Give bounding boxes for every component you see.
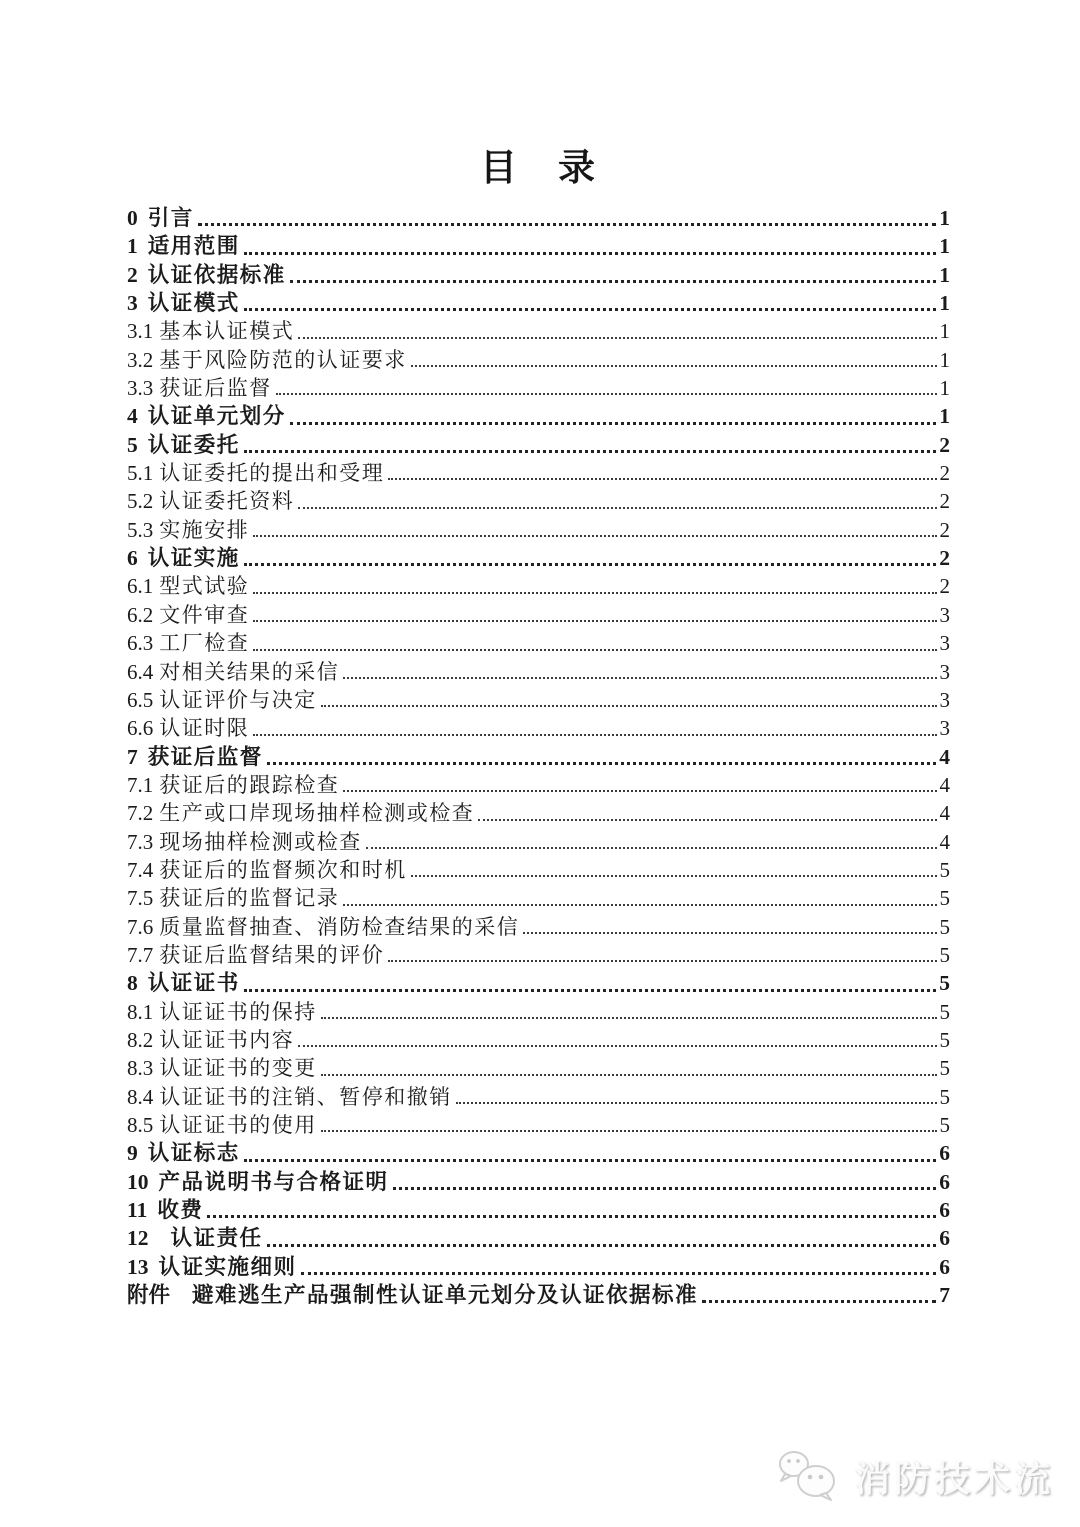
toc-entry	[127, 884, 950, 912]
toc-entry-title: 认证委托资料	[159, 489, 295, 514]
toc-entry-page: 6	[939, 1141, 950, 1166]
toc-leader-dots	[366, 847, 937, 849]
toc-leader-dots	[388, 960, 936, 962]
toc-entry-title: 基本认证模式	[159, 319, 295, 344]
toc-leader-dots	[253, 649, 936, 651]
toc-entry-page: 4	[939, 744, 950, 769]
toc-leader-dots	[244, 563, 936, 566]
toc-entry-number: 2	[127, 262, 138, 287]
toc-leader-dots	[244, 989, 936, 992]
toc-leader-dots	[207, 1215, 936, 1218]
toc-entry-number: 0	[127, 206, 138, 230]
toc-entry-number: 5.1	[127, 461, 154, 486]
toc-entry-title: 获证后的跟踪检查	[159, 772, 340, 797]
toc-entry	[127, 544, 950, 572]
toc-entry-number: 3.3	[127, 376, 154, 401]
toc-entry-page: 2	[939, 546, 950, 571]
toc-entry-page: 3	[939, 716, 950, 741]
toc-entry-title: 现场抽样检测或检查	[159, 829, 362, 854]
toc-list	[127, 204, 950, 1309]
toc-entry	[127, 346, 950, 374]
wechat-icon	[776, 1448, 842, 1504]
toc-entry	[127, 374, 950, 402]
toc-leader-dots	[298, 337, 936, 339]
toc-entry-title: 实施安排	[159, 517, 250, 542]
toc-entry-title: 避难逃生产品强制性认证单元划分及认证依据标准	[192, 1283, 699, 1308]
toc-entry-number: 附件	[127, 1283, 171, 1308]
watermark-text: 消防技术流	[853, 1457, 1054, 1499]
toc-entry-page: 4	[939, 829, 950, 854]
toc-entry-number: 6.1	[127, 574, 154, 599]
toc-entry-title: 认证证书的变更	[159, 1056, 317, 1081]
toc-leader-dots	[702, 1300, 936, 1303]
toc-entry-number: 6.5	[127, 687, 154, 712]
toc-entry-title: 认证时限	[159, 716, 250, 741]
toc-entry-number: 3	[127, 291, 138, 316]
toc-entry	[127, 572, 950, 600]
toc-entry-title: 获证后的监督记录	[159, 886, 340, 911]
toc-entry-page: 2	[939, 432, 950, 457]
toc-entry-number: 9	[127, 1141, 138, 1166]
toc-entry-number: 8.2	[127, 1027, 154, 1052]
toc-entry-page: 4	[939, 772, 950, 797]
toc-entry	[127, 1083, 950, 1111]
toc-entry-page: 6	[939, 1254, 950, 1279]
toc-entry-number: 6.4	[127, 659, 154, 684]
toc-entry-title: 认证委托的提出和受理	[159, 461, 385, 486]
toc-leader-dots	[411, 875, 937, 877]
toc-entry-title: 认证责任	[170, 1226, 263, 1251]
toc-entry-number: 4	[127, 404, 138, 429]
toc-entry-page: 2	[939, 461, 950, 486]
toc-entry-title: 对相关结果的采信	[159, 659, 340, 684]
toc-leader-dots	[244, 308, 936, 311]
toc-leader-dots	[298, 1045, 936, 1047]
toc-entry	[127, 459, 950, 487]
toc-entry-page: 5	[939, 1027, 950, 1052]
toc-entry-number: 7.7	[127, 942, 154, 967]
toc-entry-number: 5	[127, 432, 138, 457]
toc-entry-title: 认证证书的保持	[159, 999, 317, 1024]
toc-entry	[127, 629, 950, 657]
toc-entry-title: 认证证书的使用	[159, 1113, 317, 1137]
toc-leader-dots	[321, 1130, 937, 1132]
toc-entry-number: 8.4	[127, 1084, 154, 1109]
toc-entry-page: 7	[939, 1283, 950, 1308]
toc-entry-page: 4	[939, 801, 950, 826]
toc-entry-number: 11	[127, 1198, 148, 1223]
toc-entry-number: 8.3	[127, 1056, 154, 1081]
toc-entry-number: 7.5	[127, 886, 154, 911]
toc-entry-page: 5	[939, 1113, 950, 1137]
toc-entry-title: 认证实施	[147, 546, 240, 571]
toc-entry-title: 工厂检查	[159, 631, 250, 656]
toc-leader-dots	[253, 734, 936, 736]
toc-entry	[127, 743, 950, 771]
toc-entry	[127, 1281, 950, 1309]
toc-entry	[127, 913, 950, 941]
toc-entry	[127, 1111, 950, 1139]
toc-entry	[127, 232, 950, 260]
toc-entry	[127, 601, 950, 629]
toc-leader-dots	[411, 365, 937, 367]
toc-entry-page: 5	[939, 942, 950, 967]
toc-leader-dots	[244, 450, 936, 453]
toc-leader-dots	[290, 280, 936, 283]
toc-entry-title: 认证证书的注销、暂停和撤销	[159, 1084, 452, 1109]
toc-entry-title: 质量监督抽查、消防检查结果的采信	[159, 914, 520, 939]
toc-entry-page: 6	[939, 1169, 950, 1194]
toc-entry-page: 1	[939, 291, 950, 316]
toc-entry-number: 3.2	[127, 347, 154, 372]
toc-leader-dots	[301, 1272, 937, 1275]
toc-entry-number: 7.3	[127, 829, 154, 854]
toc-leader-dots	[343, 677, 936, 679]
toc-entry-number: 1	[127, 234, 138, 259]
page-title: 目 录	[480, 148, 597, 189]
toc-entry	[127, 1224, 950, 1252]
toc-entry-title: 生产或口岸现场抽样检测或检查	[159, 801, 475, 826]
toc-entry	[127, 686, 950, 714]
toc-entry-number: 3.1	[127, 319, 154, 344]
toc-entry-title: 型式试验	[159, 574, 250, 599]
toc-leader-dots	[321, 705, 937, 707]
toc-entry-number: 5.2	[127, 489, 154, 514]
toc-entry-page: 5	[939, 857, 950, 882]
toc-entry	[127, 856, 950, 884]
toc-entry-page: 5	[939, 1084, 950, 1109]
toc-entry-title: 获证后的监督频次和时机	[159, 857, 407, 882]
toc-entry-title: 适用范围	[147, 234, 240, 259]
toc-entry-page: 2	[939, 489, 950, 514]
toc-entry-title: 认证委托	[147, 432, 240, 457]
toc-entry	[127, 1196, 950, 1224]
toc-entry-page: 5	[939, 886, 950, 911]
toc-entry-number: 8.1	[127, 999, 154, 1024]
toc-entry-title: 引言	[147, 206, 194, 230]
toc-entry	[127, 289, 950, 317]
toc-leader-dots	[456, 1102, 937, 1104]
toc-entry-number: 6.3	[127, 631, 154, 656]
toc-entry	[127, 261, 950, 289]
toc-entry-title: 基于风险防范的认证要求	[159, 347, 407, 372]
toc-entry-page: 1	[939, 206, 950, 230]
toc-entry	[127, 969, 950, 997]
toc-entry	[127, 828, 950, 856]
toc-entry-page: 1	[939, 234, 950, 259]
toc-entry-number: 13	[127, 1254, 149, 1279]
toc-entry-page: 5	[939, 1056, 950, 1081]
toc-entry-title: 认证标志	[147, 1141, 240, 1166]
toc-entry-page: 3	[939, 631, 950, 656]
toc-leader-dots	[253, 620, 936, 622]
toc-entry-number: 8.5	[127, 1113, 154, 1137]
toc-entry-number: 6.2	[127, 602, 154, 627]
toc-entry-number: 7.2	[127, 801, 154, 826]
toc-entry-title: 获证后监督结果的评价	[159, 942, 385, 967]
toc-leader-dots	[198, 223, 936, 226]
toc-entry-title: 认证实施细则	[158, 1254, 297, 1279]
toc-entry-title: 获证后监督	[159, 376, 272, 401]
toc-entry-page: 2	[939, 574, 950, 599]
toc-leader-dots	[244, 252, 936, 255]
toc-entry	[127, 431, 950, 459]
toc-entry-title: 产品说明书与合格证明	[158, 1169, 389, 1194]
toc-entry	[127, 1026, 950, 1054]
toc-entry	[127, 317, 950, 345]
toc-entry-number: 10	[127, 1169, 149, 1194]
toc-entry-number: 7.1	[127, 772, 154, 797]
toc-entry	[127, 487, 950, 515]
toc-entry-number: 8	[127, 971, 138, 996]
toc-entry	[127, 941, 950, 969]
toc-entry-title: 获证后监督	[147, 744, 263, 769]
toc-entry	[127, 1253, 950, 1281]
toc-leader-dots	[244, 1159, 936, 1162]
toc-entry-title: 认证证书	[147, 971, 240, 996]
toc-leader-dots	[523, 932, 936, 934]
toc-leader-dots	[298, 507, 936, 509]
toc-leader-dots	[343, 790, 936, 792]
toc-leader-dots	[393, 1187, 937, 1190]
toc-entry-page: 1	[939, 319, 950, 344]
toc-entry	[127, 998, 950, 1026]
toc-leader-dots	[321, 1017, 937, 1019]
toc-entry-page: 6	[939, 1226, 950, 1251]
toc-entry-page: 6	[939, 1198, 950, 1223]
toc-entry-title: 文件审查	[159, 602, 250, 627]
toc-entry	[127, 402, 950, 430]
toc-entry	[127, 516, 950, 544]
toc-entry-number: 12	[127, 1226, 149, 1251]
toc-entry	[127, 714, 950, 742]
toc-leader-dots	[388, 478, 936, 480]
toc-entry	[127, 204, 950, 232]
toc-entry	[127, 1054, 950, 1082]
toc-leader-dots	[321, 1074, 937, 1076]
toc-leader-dots	[290, 422, 936, 425]
toc-entry-title: 认证证书内容	[159, 1027, 295, 1052]
toc-entry	[127, 658, 950, 686]
toc-entry-page: 3	[939, 687, 950, 712]
toc-entry-page: 3	[939, 602, 950, 627]
toc-entry	[127, 771, 950, 799]
toc-entry-page: 1	[939, 347, 950, 372]
toc-entry-number: 5.3	[127, 517, 154, 542]
toc-entry-number: 7.4	[127, 857, 154, 882]
toc-entry-title: 认证单元划分	[147, 404, 286, 429]
toc-entry-page: 1	[939, 262, 950, 287]
toc-entry-title: 认证依据标准	[147, 262, 286, 287]
toc-leader-dots	[253, 592, 936, 594]
toc-leader-dots	[276, 393, 937, 395]
toc-entry	[127, 1168, 950, 1196]
toc-entry-page: 3	[939, 659, 950, 684]
toc-leader-dots	[253, 535, 936, 537]
toc-entry-number: 6.6	[127, 716, 154, 741]
toc-entry-page: 2	[939, 517, 950, 542]
toc-leader-dots	[267, 1244, 937, 1247]
toc-entry-page: 5	[939, 914, 950, 939]
toc-entry-page: 1	[939, 404, 950, 429]
toc-entry-title: 认证模式	[147, 291, 240, 316]
toc-leader-dots	[267, 762, 936, 765]
toc-leader-dots	[478, 819, 936, 821]
toc-entry-number: 6	[127, 546, 138, 571]
toc-entry	[127, 1139, 950, 1167]
toc-entry-number: 7.6	[127, 914, 154, 939]
toc-entry-title: 收费	[157, 1198, 204, 1223]
toc-entry-page: 5	[939, 999, 950, 1024]
toc-entry-number: 7	[127, 744, 138, 769]
toc-leader-dots	[343, 904, 936, 906]
toc-entry	[127, 799, 950, 827]
toc-entry-page: 1	[939, 376, 950, 401]
toc-entry-title: 认证评价与决定	[159, 687, 317, 712]
toc-entry-page: 5	[939, 971, 950, 996]
watermark	[776, 1448, 1054, 1504]
